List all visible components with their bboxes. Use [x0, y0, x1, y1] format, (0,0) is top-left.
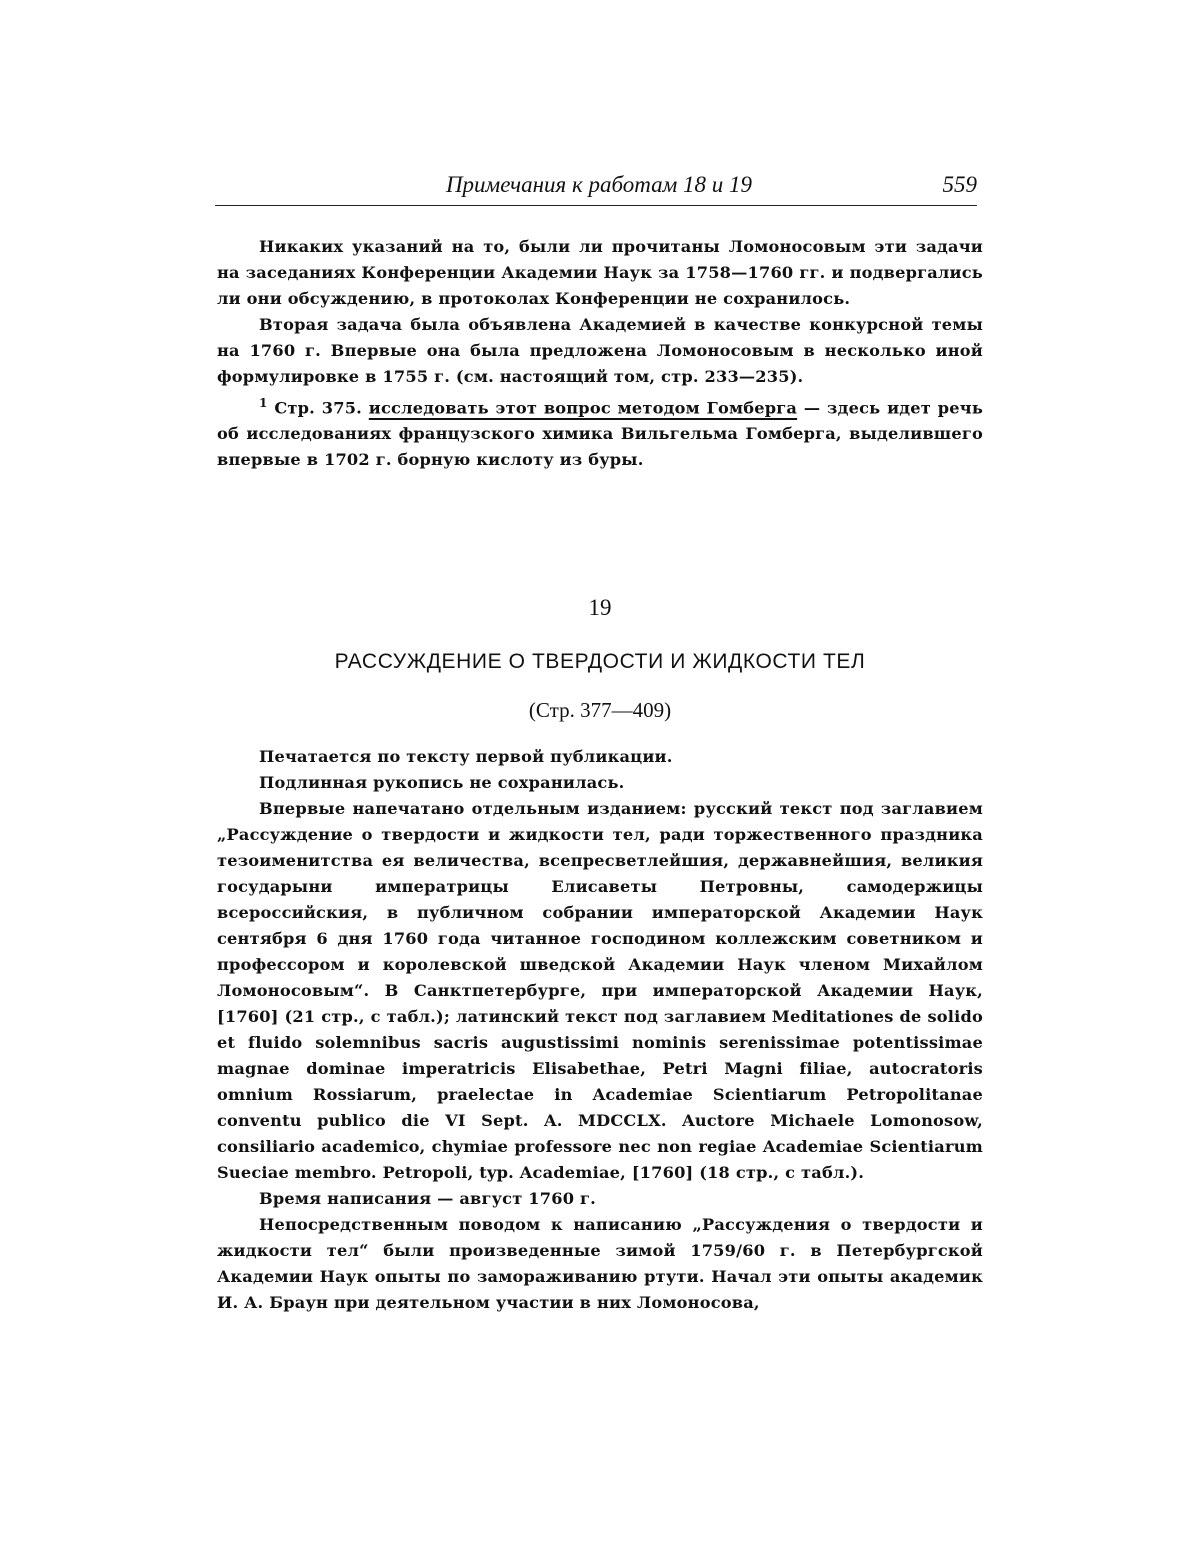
- page-header: [215, 172, 983, 206]
- section-pages: (Стр. 377—409): [0, 698, 1200, 723]
- page-number: 559: [943, 172, 978, 198]
- document-page: [0, 0, 1200, 1560]
- footnote-quote: исследовать этот вопрос методом Гомберга: [369, 398, 797, 417]
- footnote: [217, 390, 983, 473]
- notes-19-paragraph: Время написания — август 1760 г.: [217, 1186, 983, 1212]
- notes-18-paragraph: Вторая задача была объявлена Академией в качестве конкурсной темы на 1760 г. Впервые она была предложена Ломоносовым в несколько иной формулировке в 1755 г. (см. настоящий том, стр. 233—235).: [217, 312, 983, 390]
- header-rule: [215, 205, 977, 206]
- footnote-marker: 1: [259, 396, 268, 410]
- notes-19-paragraph: Подлинная рукопись не сохранилась.: [217, 770, 983, 796]
- section-number: 19: [0, 595, 1200, 621]
- section-title: РАССУЖДЕНИЕ О ТВЕРДОСТИ И ЖИДКОСТИ ТЕЛ: [0, 650, 1200, 674]
- notes-19-paragraph: Непосредственным поводом к написанию „Рассуждения о твердости и жидкости тел“ были произведенные зимой 1759/60 г. в Петербургской Академии Наук опыты по замораживанию ртути. Начал эти опыты академик И. А. Браун при деятельном участии в них Ломоносова,: [217, 1212, 983, 1316]
- running-title: Примечания к работам 18 и 19: [215, 172, 983, 198]
- notes-19-block: [217, 744, 983, 1316]
- notes-19-paragraph: Печатается по тексту первой публикации.: [217, 744, 983, 770]
- notes-18-paragraph: Никаких указаний на то, были ли прочитаны Ломоносовым эти задачи на заседаниях Конференции Академии Наук за 1758—1760 гг. и подвергались ли они обсуждению, в протоколах Конференции не сохранилось.: [217, 234, 983, 312]
- notes-18-block: [217, 234, 983, 473]
- notes-19-paragraph: Впервые напечатано отдельным изданием: русский текст под заглавием „Рассуждение о твердости и жидкости тел, ради торжественного праздника тезоименитства ея величества, всепресветлейшия, державнейшия, великия государыни императрицы Елисаветы Петровны, самодержицы всероссийския, в публичном собрании императорской Академии Наук сентября 6 дня 1760 года читанное господином коллежским советником и профессором и королевской шведской Академии Наук членом Михайлом Ломоносовым“. В Санктпетербурге, при императорской Академии Наук, [1760] (21 стр., с табл.); латинский текст под заглавием Meditationes de solido et fluido solemnibus sacris augustissimi nominis serenissimae potentissimae magnae dominae imperatricis Elisabethae, Petri Magni filiae, autocratoris omnium Rossiarum, praelectae in Academiae Scientiarum Petropolitanae conventu publico die VI Sept. A. MDCCLX. Auctore Michaele Lomonosow, consiliario academico, chymiae professore nec non regiae Academiae Scientiarum Sueciae membro. Petropoli, typ. Academiae, [1760] (18 стр., с табл.).: [217, 796, 983, 1186]
- footnote-text: — здесь идет речь об исследованиях французского химика Вильгельма Гомберга, выделившего впервые в 1702 г. борную кислоту из буры.: [217, 398, 983, 469]
- footnote-ref: Стр. 375.: [274, 398, 362, 417]
